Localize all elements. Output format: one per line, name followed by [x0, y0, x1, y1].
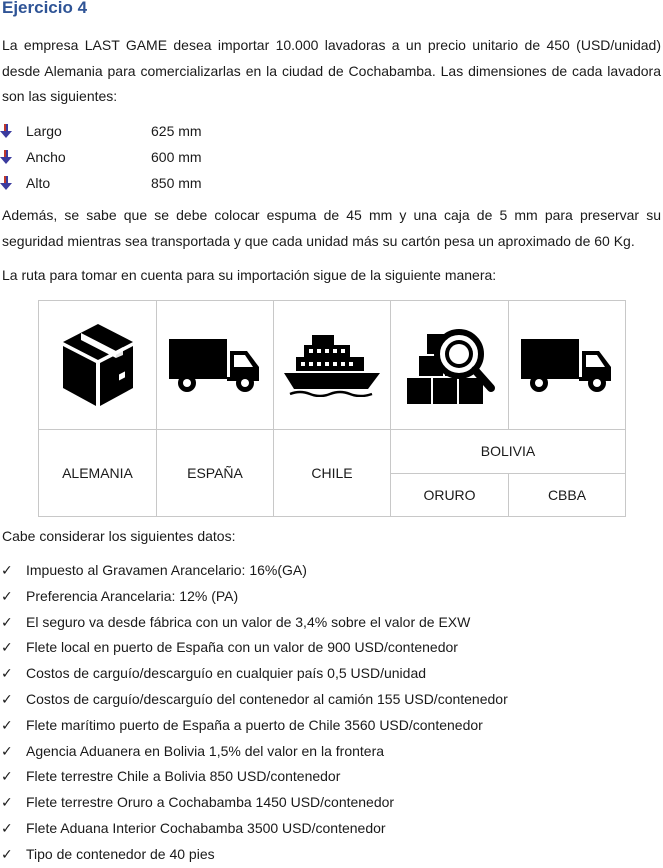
- data-intro: Cabe considerar los siguientes datos:: [2, 528, 236, 544]
- route-intro: La ruta para tomar en cuenta para su importación sigue de la siguiente manera:: [2, 267, 497, 283]
- exercise-title: Ejercicio 4: [2, 0, 88, 17]
- list-item-text: Flete Aduana Interior Cochabamba 3500 USD/contenedor: [26, 819, 386, 836]
- route-icon-cell: [391, 301, 509, 430]
- list-item-text: Preferencia Arancelaria: 12% (PA): [26, 587, 239, 604]
- list-item-text: Costos de carguío/descarguío en cualquier país 0,5 USD/unidad: [26, 665, 427, 682]
- checkmark-icon: ✓: [1, 716, 13, 733]
- city-oruro: ORURO: [391, 473, 509, 517]
- customs-inspection-icon: [405, 324, 495, 406]
- checkmark-icon: ✓: [1, 794, 13, 811]
- list-item-text: Agencia Aduanera en Bolivia 1,5% del valor en la frontera: [26, 742, 385, 759]
- checkmark-icon: ✓: [1, 613, 13, 630]
- list-item-text: El seguro va desde fábrica con un valor de 3,4% sobre el valor de EXW: [26, 613, 471, 630]
- country-germany: ALEMANIA: [39, 430, 157, 517]
- route-icon-cell: [157, 301, 274, 430]
- list-item-text: Flete local en puerto de España con un valor de 900 USD/contenedor: [26, 639, 458, 656]
- intro-paragraph: La empresa LAST GAME desea importar 10.000 lavadoras a un precio unitario de 450 (USD/unidad) desde Alemania para comercializarlas en la ciudad de Cochabamba. Las dimensiones de cada lavadora son las siguientes:: [2, 37, 661, 104]
- list-item-text: Costos de carguío/descarguío del contenedor al camión 155 USD/contenedor: [26, 690, 508, 707]
- checkmark-icon: ✓: [1, 562, 13, 578]
- list-item-text: Flete marítimo puerto de España a puerto de Chile 3560 USD/contenedor: [26, 716, 483, 733]
- dimension-value: 850 mm: [151, 175, 202, 191]
- truck-icon: [167, 337, 263, 393]
- dimension-name: Alto: [26, 175, 51, 191]
- ship-icon: [282, 333, 382, 397]
- checkmark-icon: ✓: [1, 665, 13, 682]
- route-icon-cell: [509, 301, 626, 430]
- list-item-text: Tipo de contenedor de 40 pies: [26, 845, 215, 862]
- city-cbba: CBBA: [509, 473, 626, 517]
- list-item-text: Flete terrestre Chile a Bolivia 850 USD/contenedor: [26, 768, 341, 785]
- truck-icon: [519, 337, 615, 393]
- extra-paragraph: Además, se sabe que se debe colocar espuma de 45 mm y una caja de 5 mm para preservar su seguridad mientras sea transportada y que cada unidad más su cartón pesa un aproximado de 60 Kg.: [2, 207, 661, 249]
- route-icon-cell: [274, 301, 391, 430]
- arrow-down-bullet-icon: [0, 124, 12, 138]
- arrow-down-bullet-icon: [0, 176, 12, 190]
- route-icon-cell: [39, 301, 157, 430]
- dimension-value: 625 mm: [151, 123, 202, 139]
- checkmark-icon: ✓: [1, 742, 13, 759]
- checkmark-icon: ✓: [1, 768, 13, 785]
- dimension-name: Ancho: [26, 149, 66, 165]
- checkmark-icon: ✓: [1, 845, 13, 862]
- dimension-name: Largo: [26, 123, 62, 139]
- box-icon: [61, 322, 135, 408]
- dimension-value: 600 mm: [151, 149, 202, 165]
- checkmark-icon: ✓: [1, 690, 13, 707]
- arrow-down-bullet-icon: [0, 150, 12, 164]
- country-spain: ESPAÑA: [157, 430, 274, 517]
- checkmark-icon: ✓: [1, 587, 13, 604]
- checkmark-icon: ✓: [1, 819, 13, 836]
- list-item-text: Flete terrestre Oruro a Cochabamba 1450 USD/contenedor: [26, 794, 395, 811]
- list-item-text: Impuesto al Gravamen Arancelario: 16%(GA): [26, 562, 307, 578]
- route-table: [38, 300, 626, 517]
- country-chile: CHILE: [274, 430, 391, 517]
- country-bolivia: BOLIVIA: [391, 430, 626, 474]
- checkmark-icon: ✓: [1, 639, 13, 656]
